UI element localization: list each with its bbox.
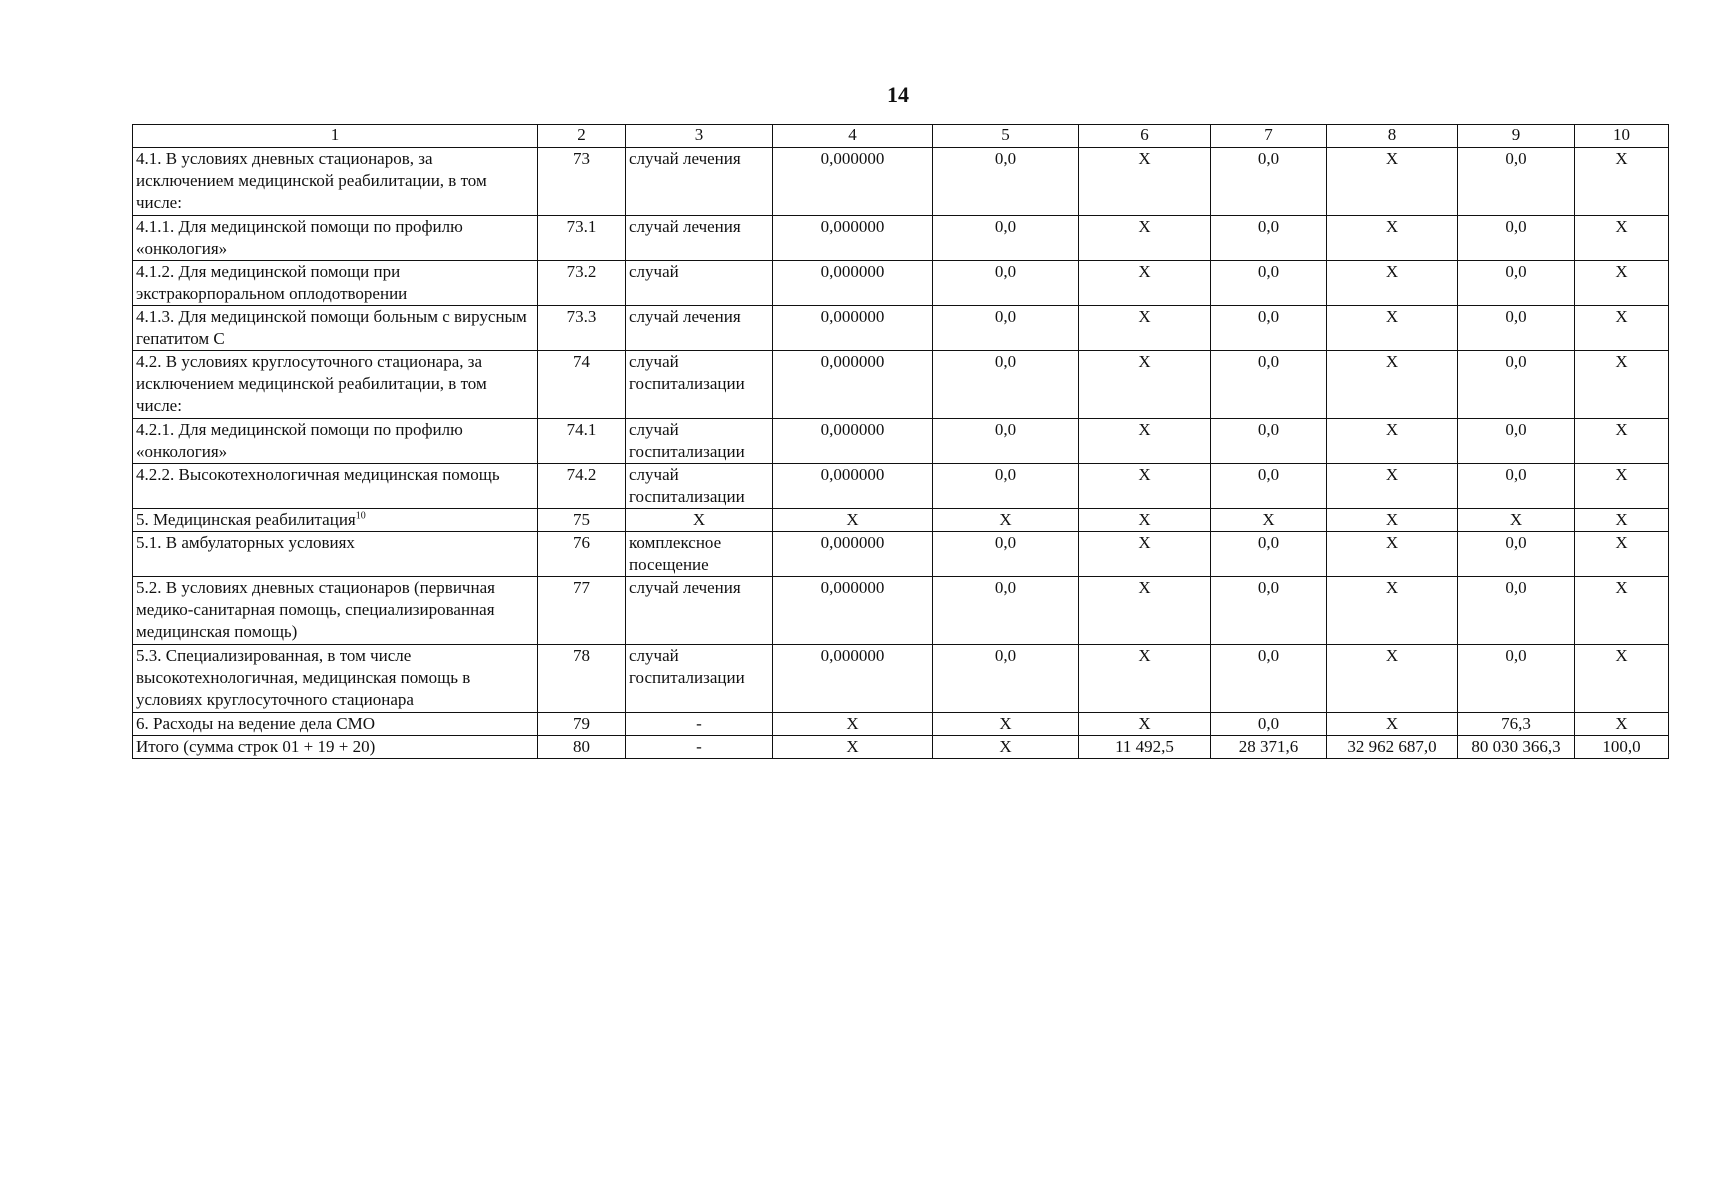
value-cell: 0,000000 xyxy=(773,464,933,509)
value-cell: 100,0 xyxy=(1575,736,1669,759)
value-cell: 0,000000 xyxy=(773,419,933,464)
value-cell: X xyxy=(1575,577,1669,645)
value-cell: 0,000000 xyxy=(773,148,933,216)
value-cell: X xyxy=(1575,713,1669,736)
value-cell: X xyxy=(1575,261,1669,306)
value-cell: X xyxy=(1327,216,1458,261)
value-cell: 0,0 xyxy=(1458,419,1575,464)
row-code: 74.2 xyxy=(538,464,626,509)
unit-cell: случай лечения xyxy=(626,148,773,216)
value-cell: 0,000000 xyxy=(773,261,933,306)
table-row xyxy=(133,645,1669,713)
value-cell: 0,0 xyxy=(933,351,1079,419)
row-code: 73.3 xyxy=(538,306,626,351)
footnote-marker: 10 xyxy=(355,510,366,522)
value-cell: 0,000000 xyxy=(773,306,933,351)
value-cell: 0,000000 xyxy=(773,577,933,645)
value-cell: X xyxy=(1575,645,1669,713)
row-label: 4.1.3. Для медицинской помощи больным с вирусным гепатитом С xyxy=(133,306,538,351)
value-cell: X xyxy=(1575,306,1669,351)
value-cell: 0,0 xyxy=(1211,464,1327,509)
value-cell: X xyxy=(1575,464,1669,509)
row-code: 73 xyxy=(538,148,626,216)
value-cell: 0,0 xyxy=(1211,532,1327,577)
value-cell: 0,0 xyxy=(1458,148,1575,216)
value-cell: X xyxy=(1079,419,1211,464)
value-cell: X xyxy=(1079,577,1211,645)
value-cell: 32 962 687,0 xyxy=(1327,736,1458,759)
value-cell: 0,0 xyxy=(1211,351,1327,419)
table-row xyxy=(133,713,1669,736)
unit-cell: случай госпитализации xyxy=(626,464,773,509)
table-row xyxy=(133,261,1669,306)
table-row xyxy=(133,509,1669,532)
row-code: 75 xyxy=(538,509,626,532)
tariff-table xyxy=(132,124,1669,759)
value-cell: 0,000000 xyxy=(773,351,933,419)
value-cell: 80 030 366,3 xyxy=(1458,736,1575,759)
value-cell: 0,0 xyxy=(1211,148,1327,216)
row-code: 77 xyxy=(538,577,626,645)
value-cell: 0,0 xyxy=(933,645,1079,713)
column-header: 9 xyxy=(1458,125,1575,148)
table-row xyxy=(133,532,1669,577)
value-cell: 0,0 xyxy=(1458,306,1575,351)
value-cell: 0,0 xyxy=(1458,351,1575,419)
value-cell: X xyxy=(933,713,1079,736)
value-cell: 0,0 xyxy=(933,532,1079,577)
value-cell: 0,0 xyxy=(1211,419,1327,464)
value-cell: X xyxy=(1327,713,1458,736)
value-cell: X xyxy=(1079,464,1211,509)
table-row xyxy=(133,419,1669,464)
row-code: 74 xyxy=(538,351,626,419)
value-cell: 0,0 xyxy=(933,261,1079,306)
value-cell: X xyxy=(1575,419,1669,464)
row-label: Итого (сумма строк 01 + 19 + 20) xyxy=(133,736,538,759)
value-cell: 0,000000 xyxy=(773,645,933,713)
value-cell: X xyxy=(1327,306,1458,351)
value-cell: X xyxy=(773,509,933,532)
row-code: 78 xyxy=(538,645,626,713)
column-header: 8 xyxy=(1327,125,1458,148)
row-label: 6. Расходы на ведение дела СМО xyxy=(133,713,538,736)
table-row xyxy=(133,216,1669,261)
row-code: 79 xyxy=(538,713,626,736)
value-cell: X xyxy=(1079,713,1211,736)
column-header: 10 xyxy=(1575,125,1669,148)
value-cell: X xyxy=(933,736,1079,759)
unit-cell: случай госпитализации xyxy=(626,351,773,419)
unit-cell: комплексное посещение xyxy=(626,532,773,577)
row-label: 5.1. В амбулаторных условиях xyxy=(133,532,538,577)
value-cell: 0,0 xyxy=(1458,464,1575,509)
row-label: 4.1.1. Для медицинской помощи по профилю «онкология» xyxy=(133,216,538,261)
value-cell: 0,0 xyxy=(933,306,1079,351)
value-cell: X xyxy=(773,736,933,759)
row-code: 73.1 xyxy=(538,216,626,261)
value-cell: 76,3 xyxy=(1458,713,1575,736)
row-label xyxy=(133,509,538,532)
table-row xyxy=(133,464,1669,509)
row-code: 73.2 xyxy=(538,261,626,306)
unit-cell: случай лечения xyxy=(626,306,773,351)
value-cell: X xyxy=(1211,509,1327,532)
row-code: 76 xyxy=(538,532,626,577)
row-label-text: 5. Медицинская реабилитация xyxy=(136,510,356,529)
table-row xyxy=(133,148,1669,216)
column-header: 4 xyxy=(773,125,933,148)
row-label: 4.2.1. Для медицинской помощи по профилю «онкология» xyxy=(133,419,538,464)
unit-cell: случай лечения xyxy=(626,577,773,645)
column-header: 1 xyxy=(133,125,538,148)
value-cell: X xyxy=(1079,532,1211,577)
value-cell: X xyxy=(1079,216,1211,261)
value-cell: 0,0 xyxy=(1458,216,1575,261)
unit-cell: - xyxy=(626,736,773,759)
row-label: 5.2. В условиях дневных стационаров (первичная медико-санитарная помощь, специализированная медицинская помощь) xyxy=(133,577,538,645)
value-cell: X xyxy=(1327,261,1458,306)
value-cell: X xyxy=(933,509,1079,532)
value-cell: X xyxy=(1079,645,1211,713)
value-cell: X xyxy=(1079,148,1211,216)
value-cell: 0,0 xyxy=(1458,532,1575,577)
value-cell: X xyxy=(1327,509,1458,532)
value-cell: 0,0 xyxy=(1211,216,1327,261)
column-header: 7 xyxy=(1211,125,1327,148)
unit-cell: - xyxy=(626,713,773,736)
value-cell: 0,0 xyxy=(933,577,1079,645)
value-cell: X xyxy=(1079,351,1211,419)
table-row xyxy=(133,306,1669,351)
value-cell: 0,000000 xyxy=(773,216,933,261)
row-code: 74.1 xyxy=(538,419,626,464)
value-cell: X xyxy=(1327,419,1458,464)
value-cell: X xyxy=(1079,261,1211,306)
value-cell: X xyxy=(1079,509,1211,532)
value-cell: X xyxy=(1327,577,1458,645)
value-cell: X xyxy=(1575,148,1669,216)
value-cell: 0,0 xyxy=(933,148,1079,216)
unit-cell: X xyxy=(626,509,773,532)
value-cell: 0,0 xyxy=(1458,645,1575,713)
row-label: 4.1.2. Для медицинской помощи при экстракорпоральном оплодотворении xyxy=(133,261,538,306)
value-cell: X xyxy=(773,713,933,736)
page-number: 14 xyxy=(887,82,909,107)
unit-cell: случай госпитализации xyxy=(626,645,773,713)
value-cell: 0,0 xyxy=(1211,261,1327,306)
unit-cell: случай госпитализации xyxy=(626,419,773,464)
table-row xyxy=(133,351,1669,419)
unit-cell: случай xyxy=(626,261,773,306)
value-cell: X xyxy=(1327,464,1458,509)
column-header: 2 xyxy=(538,125,626,148)
value-cell: X xyxy=(1575,509,1669,532)
value-cell: X xyxy=(1327,532,1458,577)
value-cell: 0,0 xyxy=(1211,577,1327,645)
column-header: 6 xyxy=(1079,125,1211,148)
value-cell: X xyxy=(1327,351,1458,419)
value-cell: 0,0 xyxy=(1211,645,1327,713)
value-cell: 0,000000 xyxy=(773,532,933,577)
value-cell: 28 371,6 xyxy=(1211,736,1327,759)
value-cell: 0,0 xyxy=(933,216,1079,261)
unit-cell: случай лечения xyxy=(626,216,773,261)
value-cell: 11 492,5 xyxy=(1079,736,1211,759)
column-number-row xyxy=(133,125,1669,148)
table-row-total xyxy=(133,736,1669,759)
value-cell: 0,0 xyxy=(1211,306,1327,351)
value-cell: X xyxy=(1327,148,1458,216)
value-cell: X xyxy=(1079,306,1211,351)
row-label: 4.2.2. Высокотехнологичная медицинская помощь xyxy=(133,464,538,509)
value-cell: 0,0 xyxy=(1211,713,1327,736)
value-cell: 0,0 xyxy=(933,419,1079,464)
value-cell: X xyxy=(1575,532,1669,577)
row-label: 5.3. Специализированная, в том числе высокотехнологичная, медицинская помощь в условиях круглосуточного стационара xyxy=(133,645,538,713)
row-label: 4.1. В условиях дневных стационаров, за исключением медицинской реабилитации, в том числе: xyxy=(133,148,538,216)
value-cell: X xyxy=(1575,216,1669,261)
value-cell: X xyxy=(1575,351,1669,419)
column-header: 3 xyxy=(626,125,773,148)
value-cell: X xyxy=(1327,645,1458,713)
row-label: 4.2. В условиях круглосуточного стационара, за исключением медицинской реабилитации, в том числе: xyxy=(133,351,538,419)
value-cell: 0,0 xyxy=(1458,577,1575,645)
value-cell: 0,0 xyxy=(1458,261,1575,306)
value-cell: X xyxy=(1458,509,1575,532)
row-code: 80 xyxy=(538,736,626,759)
value-cell: 0,0 xyxy=(933,464,1079,509)
column-header: 5 xyxy=(933,125,1079,148)
table-row xyxy=(133,577,1669,645)
